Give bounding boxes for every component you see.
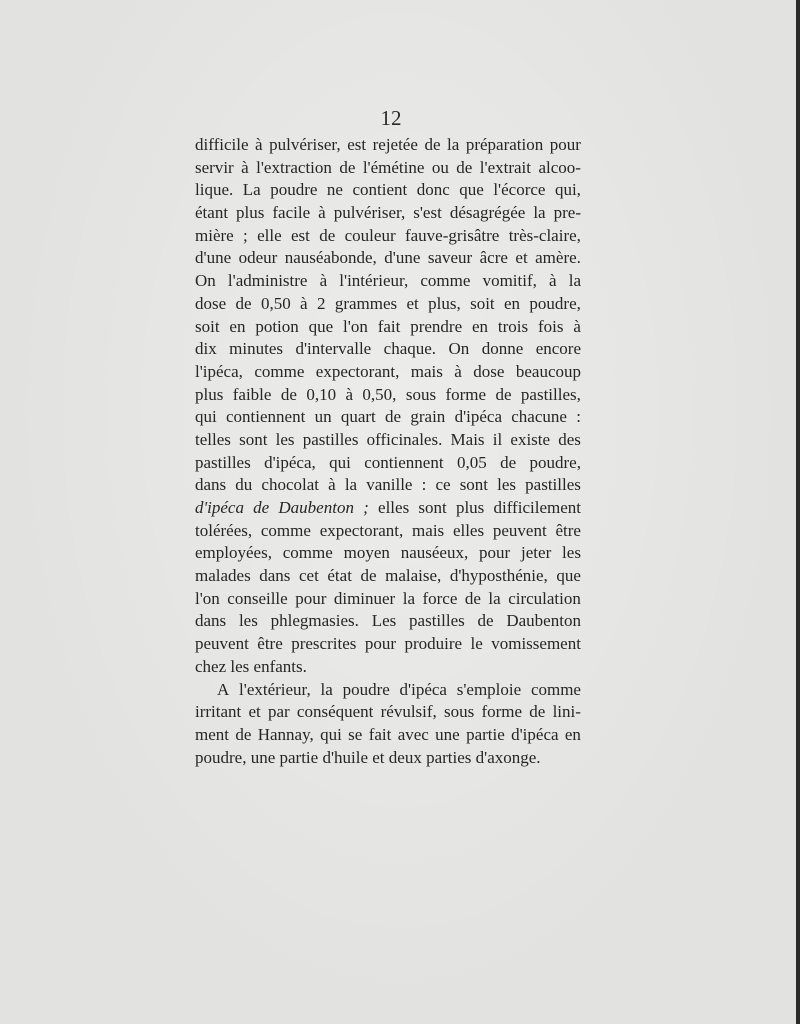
- text-line: servir à l'extraction de l'émétine ou de l'extrait alcoo-: [195, 157, 581, 177]
- text-line: chez les enfants.: [195, 656, 307, 676]
- body-text: [195, 134, 581, 769]
- text-line: l'ipéca, comme expectorant, mais à dose beaucoup: [195, 361, 581, 381]
- text-line: A l'extérieur, la poudre d'ipéca s'emploie comme: [217, 679, 581, 699]
- text-line: d'ipéca de Daubenton ; elles sont plus difficilement: [195, 498, 581, 517]
- text-line: peuvent être prescrites pour produire le vomissement: [195, 634, 581, 654]
- text-line: difficile à pulvériser, est rejetée de la préparation pour: [195, 135, 581, 154]
- text-line: poudre, une partie d'huile et deux parties d'axonge.: [195, 747, 541, 767]
- text-line: d'une odeur nauséabonde, d'une saveur âcre et amère.: [195, 248, 581, 268]
- text-line: qui contiennent un quart de grain d'ipéca chacune :: [195, 407, 581, 427]
- text-line: l'on conseille pour diminuer la force de la circulation: [195, 588, 581, 608]
- text-line: employées, comme moyen nauséeux, pour jeter les: [195, 543, 581, 563]
- page-number: 12: [380, 106, 402, 130]
- text-line: tolérées, comme expectorant, mais elles peuvent être: [195, 520, 581, 540]
- text-line: dose de 0,50 à 2 grammes et plus, soit en poudre,: [195, 293, 581, 313]
- text-line: malades dans cet état de malaise, d'hyposthénie, que: [195, 566, 581, 586]
- text-line: irritant et par conséquent révulsif, sous forme de lini-: [195, 702, 581, 722]
- text-line: dans les phlegmasies. Les pastilles de Daubenton: [195, 611, 581, 631]
- text-line: pastilles d'ipéca, qui contiennent 0,05 de poudre,: [195, 452, 581, 472]
- text-line: dans du chocolat à la vanille : ce sont les pastilles: [195, 475, 581, 495]
- text-line: dix minutes d'intervalle chaque. On donne encore: [195, 339, 581, 359]
- text-line: mière ; elle est de couleur fauve-grisâtre très-claire,: [195, 225, 581, 245]
- text-line: ment de Hannay, qui se fait avec une partie d'ipéca en: [195, 724, 581, 744]
- page-edge: [796, 0, 800, 1024]
- text-line: lique. La poudre ne contient donc que l'écorce qui,: [195, 180, 581, 200]
- paragraph: [195, 679, 581, 770]
- text-line: étant plus facile à pulvériser, s'est désagrégée la pre-: [195, 203, 581, 223]
- text-line: plus faible de 0,10 à 0,50, sous forme de pastilles,: [195, 384, 581, 404]
- text-line: telles sont les pastilles officinales. Mais il existe des: [195, 429, 581, 449]
- text-line: On l'administre à l'intérieur, comme vomitif, à la: [195, 271, 581, 291]
- text-line: soit en potion que l'on fait prendre en trois fois à: [195, 316, 581, 336]
- paragraph: [195, 134, 581, 679]
